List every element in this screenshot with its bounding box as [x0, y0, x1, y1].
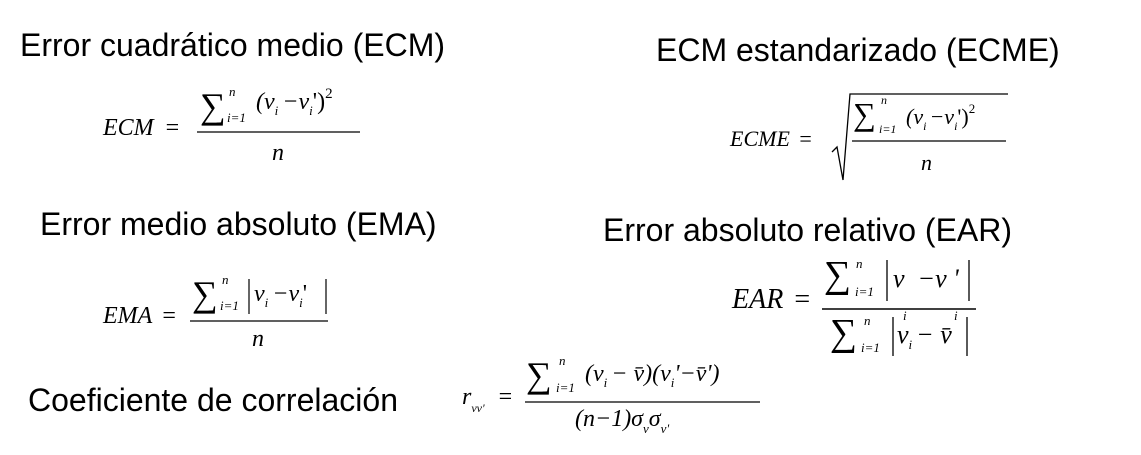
corr-den-a: (n−1)σ [575, 406, 644, 432]
ear-den-abs-left [892, 317, 895, 357]
ear-lhs [732, 284, 810, 316]
ear-num-abs-left [886, 260, 889, 302]
ecm-lhs [103, 115, 179, 142]
ear-den-term [897, 320, 952, 350]
ema-sub-i2: i [299, 295, 303, 310]
corr-num-b: − v̄)(v [611, 361, 671, 387]
ema-term: v [254, 281, 265, 307]
ear-eq: = [794, 284, 811, 315]
corr-lhs-text: r [462, 384, 472, 410]
ear-den-sum-lower: i=1 [861, 340, 880, 355]
ecme-sub-i: i [923, 119, 927, 133]
ecme-sub-i2: i [954, 119, 958, 133]
ema-minus: −v [272, 281, 300, 307]
ema-eq: = [162, 303, 176, 329]
ecme-lhs [730, 126, 812, 152]
ecm-denominator: n [272, 140, 284, 166]
ecm-sub-i2: i [309, 103, 313, 118]
corr-lhs-sub: vv' [471, 401, 485, 415]
ecme-minus: −v [929, 104, 955, 129]
ecme-sum-lower: i=1 [879, 122, 897, 136]
corr-eq: = [498, 384, 513, 410]
corr-den-sigma: σ [648, 406, 661, 432]
corr-numerator [585, 361, 720, 388]
corr-sum-upper: n [559, 353, 566, 368]
ema-fraction-bar [190, 320, 330, 322]
ecme-sum-upper: n [881, 93, 887, 107]
ear-num-sub-a: i [903, 308, 907, 323]
ecme-numerator [906, 101, 976, 133]
corr-denominator [575, 406, 670, 436]
ema-sum-upper: n [222, 272, 229, 287]
corr-sub-i: i [603, 375, 608, 390]
ecme-exp: 2 [968, 101, 976, 116]
corr-fraction-bar [525, 401, 762, 403]
ema-sum-lower: i=1 [220, 298, 239, 313]
ecm-eq: = [165, 115, 180, 141]
title-ecm: Error cuadrático medio (ECM) [20, 27, 445, 63]
ema-denominator: n [252, 326, 264, 352]
ecm-sub-i: i [274, 103, 279, 118]
ema-abs-bar-right [325, 279, 328, 315]
ear-num-sum-lower: i=1 [855, 284, 874, 299]
ema-tail: ' [302, 281, 308, 307]
ecm-lhs-text: ECM [103, 115, 154, 141]
ema-sub-i: i [264, 295, 269, 310]
corr-lhs [462, 384, 513, 415]
ear-den-sum-symbol: ∑ [830, 312, 858, 354]
ecme-eq: = [799, 126, 812, 151]
ecm-numerator [256, 86, 333, 118]
title-ema: Error medio absoluto (EMA) [40, 206, 437, 242]
title-corr: Coeficiente de correlación [28, 382, 398, 418]
ear-num-term: v −v ' [893, 264, 959, 293]
ear-den-abs-right [966, 317, 969, 357]
ema-lhs-text: EMA [103, 303, 153, 329]
ecm-term: (v [256, 89, 275, 115]
ema-lhs [103, 303, 176, 330]
corr-den-sub2: v' [660, 421, 670, 436]
ecm-minus: −v [282, 89, 310, 115]
corr-sub-i2: i [670, 375, 675, 390]
corr-num-a: (v [585, 361, 604, 387]
ecm-fraction-bar [197, 131, 362, 133]
ear-num-sub-b: i [954, 308, 958, 323]
ecm-exp: 2 [325, 86, 333, 102]
ear-den-v: v [897, 320, 909, 349]
ecm-sum-symbol: ∑ [200, 86, 226, 126]
title-ecme: ECM estandarizado (ECME) [656, 32, 1060, 68]
ear-den-minus: − v̄ [916, 320, 952, 349]
title-ear: Error absoluto relativo (EAR) [603, 212, 1013, 248]
ecme-denominator: n [921, 150, 932, 175]
ear-lhs-text: EAR [732, 284, 784, 315]
corr-sum-symbol: ∑ [526, 355, 552, 395]
ema-numerator [254, 281, 307, 308]
ecme-fraction-bar [852, 140, 1007, 142]
ear-num-sum-symbol: ∑ [824, 254, 852, 296]
ecme-tail: ') [957, 104, 969, 129]
ear-num-sum-upper: n [856, 256, 863, 271]
corr-sum-lower: i=1 [556, 380, 575, 395]
ecme-lhs-text: ECME [730, 126, 790, 151]
ear-den-sum-upper: n [864, 313, 871, 328]
ear-num-abs-right [968, 260, 971, 302]
ema-abs-bar-left [248, 279, 251, 315]
corr-den-sub1: v [643, 421, 649, 436]
ema-sum-symbol: ∑ [192, 274, 218, 314]
ecm-tail: ') [312, 89, 326, 115]
ecm-sum-upper: n [229, 84, 236, 99]
ear-den-sub: i [908, 337, 913, 352]
ecme-sum-symbol: ∑ [853, 96, 876, 132]
ecme-term: (v [906, 104, 924, 129]
ecm-sum-lower: i=1 [227, 110, 246, 125]
corr-num-c: '−v̄') [674, 361, 720, 387]
